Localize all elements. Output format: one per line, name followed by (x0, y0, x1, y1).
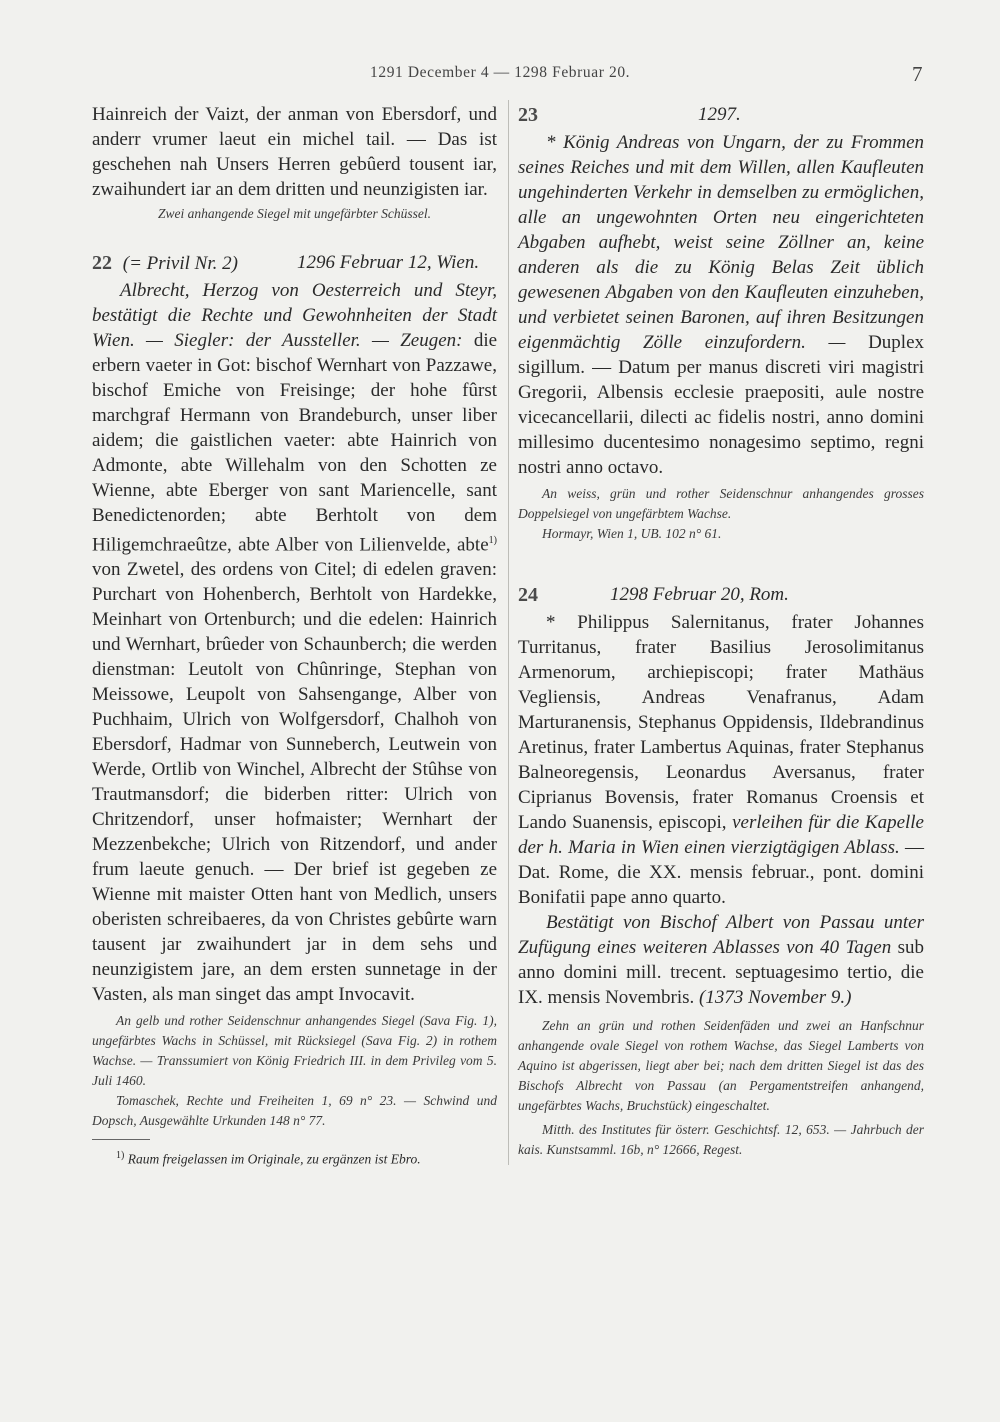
doc-23-latin: Duplex sigillum. — Datum per manus discreti viri magistri Gregorii, Albensis ecclesie praepositi, aule nostre vicecancellarii, dilecti ac fidelis nostri, anno domini millesimo ducentesimo nonagesimo septimo, regni nostri anno octavo. (518, 332, 924, 478)
running-title: 1291 December 4 — 1298 Februar 20. (370, 64, 631, 81)
footnote-rule (92, 1139, 150, 1140)
doc-24-text-a: * Philippus Salernitanus, frater Johannes Turritanus, frater Basilius Jerosolimitanus Armenorum, archiepiscopi; frater Mathäus Vegliensis, Andreas Venafranus, Adam Marturanensis, Stephanus Oppidensis, Ildebrandinus Aretinus, frater Lambertus Aquinas, frater Stephanus Balneoregensis, Leonardus Aversanus, frater Ciprianus Bovensis, frater Romanus Croensis et Lando Suanensis, episcopi, (518, 612, 924, 833)
doc-22-seal-note: An gelb und rother Seidenschnur anhangendes Siegel (Sava Fig. 1), ungefärbtes Wachs in Schüssel, mit Rücksiegel (Sava Fig. 2) in rothem Wachse. — Transsumiert von König Friedrich III. in dem Privileg vom 5. Juli 1460. (92, 1013, 497, 1089)
doc-23-literature: Hormayr, Wien 1, UB. 102 n° 61. (542, 526, 722, 541)
doc-23-regest: * König Andreas von Ungarn, der zu Frommen seines Reiches und mit dem Willen, allen Kaufleuten ungehinderten Verkehr in demselben zu ermöglichen, alle an ungewohnten Orten neu eingerichteten Abgaben aufhebt, weist seine Zöllner an, keine anderen als die zu König Belas Zeit üblich gewesenen Abgaben von den Kaufleuten einzuheben, und verbietet seinen Baronen, auf ihren Besitzungen eigenmächtig Zölle einzufordern. — (518, 132, 924, 353)
doc-22-text (92, 278, 497, 1007)
page-number: 7 (912, 62, 923, 86)
footnote-mark: 1) (116, 1150, 125, 1162)
doc-22-regest: Albrecht, Herzog von Oesterreich und Steyr, bestätigt die Rechte und Gewohnheiten der Stadt Wien. — Siegler: der Aussteller. — (92, 280, 497, 351)
doc-24-regest-a: verleihen für die Kapelle der h. Maria in Wien einen vierzigtägigen Ablass. (518, 812, 924, 858)
doc-22-zeugen-label: Zeugen: (400, 330, 463, 351)
doc-22-heading (92, 250, 497, 278)
doc-22-text-b: von Zwetel, des ordens von Citel; di edelen graven: Purchart von Hohenberch, Berhtolt von Hardekke, Meinhart von Ortenburch; und die edelen: Hainrich und Wernhart, brûeder von Schaunberch; die werden dienstman: Leutolt von Chûnringe, Stephan von Meissowe, Leupolt von Sahsengange, Alber von Puchhaim, Ulrich von Wolfgersdorf, Chalhoh von Ebersdorf, Hadmar von Sunneberch, Leutwein von Werde, Ortlib von Winchel, Albrecht der Stûhse von Trautmansdorf; die biderben ritter: Ulrich von Chritzendorf, unser hofmaister; Wernhart der Mezzenbekche; Ulrich von Ritzendorf, und ander frum laeute genuch. — Der brief ist gegeben ze Wienne mit maister Otten hant von Medlich, unsers oberisten schreibaeres, da von Christes gebûrte warn tausent jar zwaihundert jar in dem sehs und neunzigistem jare, an dem ersten sunnetage in der Vasten, als man singet das ampt Invocavit. (92, 559, 497, 1006)
doc-24-seal-note: Zehn an grün und rothen Seidenfäden und zwei an Hanfschnur anhangende ovale Siegel von rothem Wachse, das Siegel Lamberts von Aquino ist abgerissen, liegt aber bei; nach dem dritten Siegel ist das des Bischofs Albrecht von Passau (an Pergamentstreifen anhangend, ungefärbtes Wachs, Bruchstück) eingeschaltet. (518, 1018, 924, 1113)
doc-24-literature: Mitth. des Institutes für österr. Geschichtsf. 12, 653. — Jahrbuch der kais. Kunstsamml. 16b, n° 12666, Regest. (518, 1122, 924, 1157)
continued-text: Hainreich der Vaizt, der anman von Ebersdorf, und anderr vrumer laeut ein michel tail. — Das ist geschehen nah Unsers Herren gebûerd tousent iar, zwaihundert iar an dem dritten und neunzigisten iar. (92, 104, 497, 200)
doc-22-privil: (= Privil Nr. 2) (122, 253, 238, 274)
footnote (92, 1146, 497, 1170)
footnote-text: Raum freigelassen im Originale, zu ergänzen ist Ebro. (127, 1151, 421, 1167)
doc-23-seal-note: An weiss, grün und rother Seidenschnur anhangendes grosses Doppelsiegel von ungefärbtem Wachse. (518, 486, 924, 521)
doc-22-date: 1296 Februar 12, Wien. (297, 252, 480, 273)
doc-24-number: 24 (518, 584, 538, 606)
doc-23-text (518, 130, 924, 480)
doc-24-text-b: — Dat. Rome, die XX. mensis februar., pont. domini Bonifatii pape anno quarto. (518, 837, 924, 908)
doc-24-text (518, 610, 924, 910)
seal-note-21: Zwei anhangende Siegel mit ungefärbter Schüssel. (158, 206, 431, 221)
running-header (0, 60, 1000, 90)
doc-24-heading (518, 582, 924, 610)
right-column (518, 102, 924, 1160)
column-divider (508, 100, 509, 1165)
doc-24-date-b: (1373 November 9.) (699, 987, 852, 1008)
left-column (92, 102, 497, 1170)
doc-24-regest-b: Bestätigt von Bischof Albert von Passau unter Zufügung eines weiteren Ablasses von 40 Tagen (518, 912, 924, 958)
doc-22-number: 22 (92, 252, 112, 274)
doc-22-literature: Tomaschek, Rechte und Freiheiten 1, 69 n° 23. — Schwind und Dopsch, Ausgewählte Urkunden 148 n° 77. (92, 1093, 497, 1129)
doc-23-heading (518, 102, 924, 130)
doc-24-confirmation (518, 910, 924, 1010)
footnote-ref: 1) (488, 535, 497, 546)
doc-24-date: 1298 Februar 20, Rom. (610, 584, 789, 605)
doc-22-text-a: die erbern vaeter in Got: bischof Wernhart von Pazzawe, bischof Emiche von Freisinge; der hohe fûrst marchgraf Hermann von Brandeburch, unser liber aidem; die gaistlichen vaeter: abte Hainrich von Admonte, abte Willehalm von den Schotten ze Wienne, abte Eberger von sant Mariencelle, sant Benedictenorden; abte Berhtolt von dem Hiligemchraeûtze, abte Alber von Lilienvelde, abte (92, 330, 498, 556)
doc-23-date: 1297. (698, 104, 741, 125)
doc-23-number: 23 (518, 104, 538, 126)
doc-24-text-c: sub anno domini mill. trecent. septuagesimo tertio, die IX. mensis Novembris. (518, 937, 925, 1008)
